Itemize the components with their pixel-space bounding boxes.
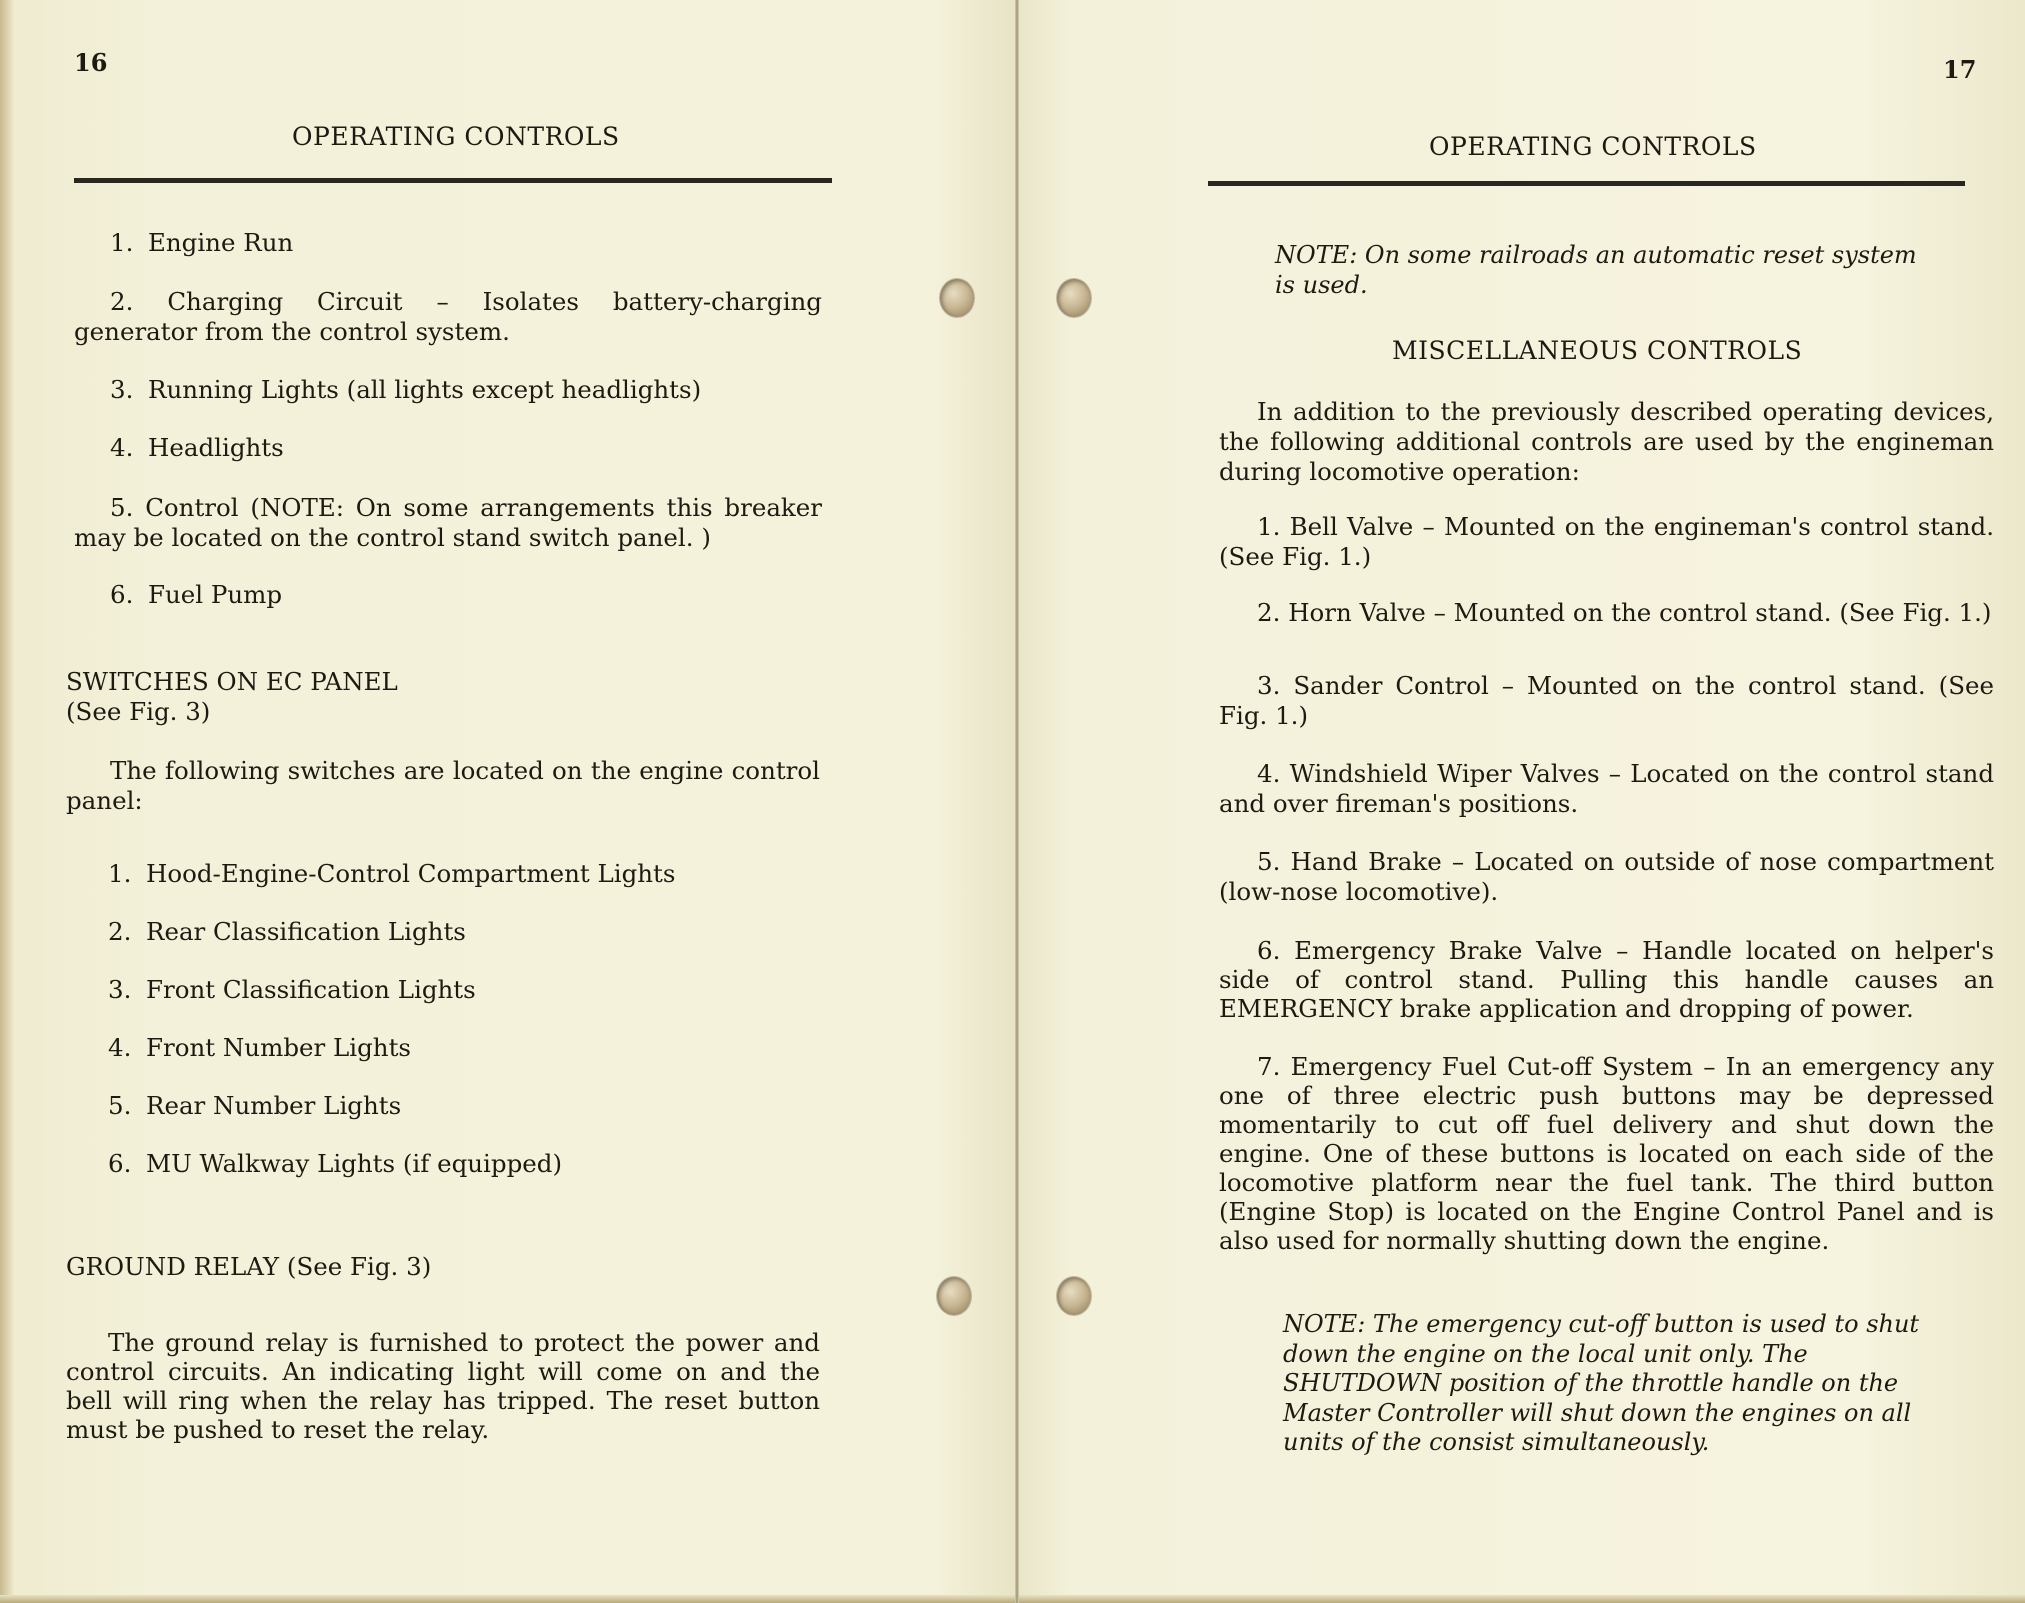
control-item: 6. Emergency Brake Valve – Handle located on helper's side of control stand. Pulling this handle causes an EMERGENCY brake application and dropping of power.	[1219, 936, 1994, 1023]
section-subheading: (See Fig. 3)	[66, 697, 211, 726]
right-page	[1019, 0, 2025, 1603]
breaker-item: 3. Running Lights (all lights except headlights)	[110, 375, 702, 404]
breaker-item: 6. Fuel Pump	[110, 580, 283, 609]
misc-intro: In addition to the previously described operating devices, the following additional controls are used by the engineman during locomotive operation:	[1219, 397, 1994, 486]
control-item: 4. Windshield Wiper Valves – Located on the control stand and over fireman's positions.	[1219, 759, 1994, 818]
ground-relay-text: The ground relay is furnished to protect the power and control circuits. An indicating light will come on and the bell will ring when the relay has tripped. The reset button must be pushed to reset the relay.	[66, 1328, 820, 1444]
page-title: OPERATING CONTROLS	[292, 122, 620, 151]
page-number: 16	[74, 48, 108, 77]
switch-item: 4. Front Number Lights	[108, 1033, 411, 1062]
title-rule	[1208, 181, 1965, 186]
section-heading-switches: SWITCHES ON EC PANEL	[66, 667, 398, 696]
control-item: 3. Sander Control – Mounted on the control stand. (See Fig. 1.)	[1219, 671, 1994, 730]
breaker-item: 4. Headlights	[110, 433, 284, 462]
switch-item: 2. Rear Classification Lights	[108, 917, 466, 946]
punch-hole	[1057, 1277, 1091, 1315]
control-item: 7. Emergency Fuel Cut-off System – In an emergency any one of three electric push buttons may be depressed momentarily to cut off fuel delivery and shut down the engine. One of these buttons is located on each side of the locomotive platform near the fuel tank. The third button (Engine Stop) is located on the Engine Control Panel and is also used for normally shutting down the engine.	[1219, 1052, 1994, 1255]
control-item: 1. Bell Valve – Mounted on the engineman's control stand. (See Fig. 1.)	[1219, 512, 1994, 571]
note-emergency-cutoff: NOTE: The emergency cut-off button is used to shut down the engine on the local unit only. The SHUTDOWN position of the throttle handle on the Master Controller will shut down the engines on all units of the consist simultaneously.	[1283, 1310, 1920, 1456]
breaker-item: 2. Charging Circuit – Isolates battery-charging generator from the control system.	[74, 287, 822, 346]
switch-item: 1. Hood-Engine-Control Compartment Lights	[108, 859, 676, 888]
punch-hole	[1057, 279, 1091, 317]
switch-item: 3. Front Classification Lights	[108, 975, 476, 1004]
section-heading-misc: MISCELLANEOUS CONTROLS	[1392, 336, 1803, 365]
punch-hole	[937, 1277, 971, 1315]
title-rule	[74, 178, 832, 183]
page-title: OPERATING CONTROLS	[1429, 132, 1757, 161]
punch-hole	[940, 279, 974, 317]
breaker-item: 5. Control (NOTE: On some arrangements this breaker may be located on the control stand switch panel. )	[74, 493, 822, 552]
control-item: 5. Hand Brake – Located on outside of nose compartment (low-nose locomotive).	[1219, 847, 1994, 906]
switch-item: 5. Rear Number Lights	[108, 1091, 402, 1120]
control-item: 2. Horn Valve – Mounted on the control stand. (See Fig. 1.)	[1257, 598, 1992, 627]
note-reset-system: NOTE: On some railroads an automatic reset system is used.	[1275, 241, 1917, 299]
breaker-item: 1. Engine Run	[110, 228, 294, 257]
section-heading-ground-relay: GROUND RELAY (See Fig. 3)	[66, 1252, 432, 1281]
page-number: 17	[1943, 55, 1977, 84]
switches-intro: The following switches are located on the engine control panel:	[66, 756, 820, 815]
switch-item: 6. MU Walkway Lights (if equipped)	[108, 1149, 562, 1178]
